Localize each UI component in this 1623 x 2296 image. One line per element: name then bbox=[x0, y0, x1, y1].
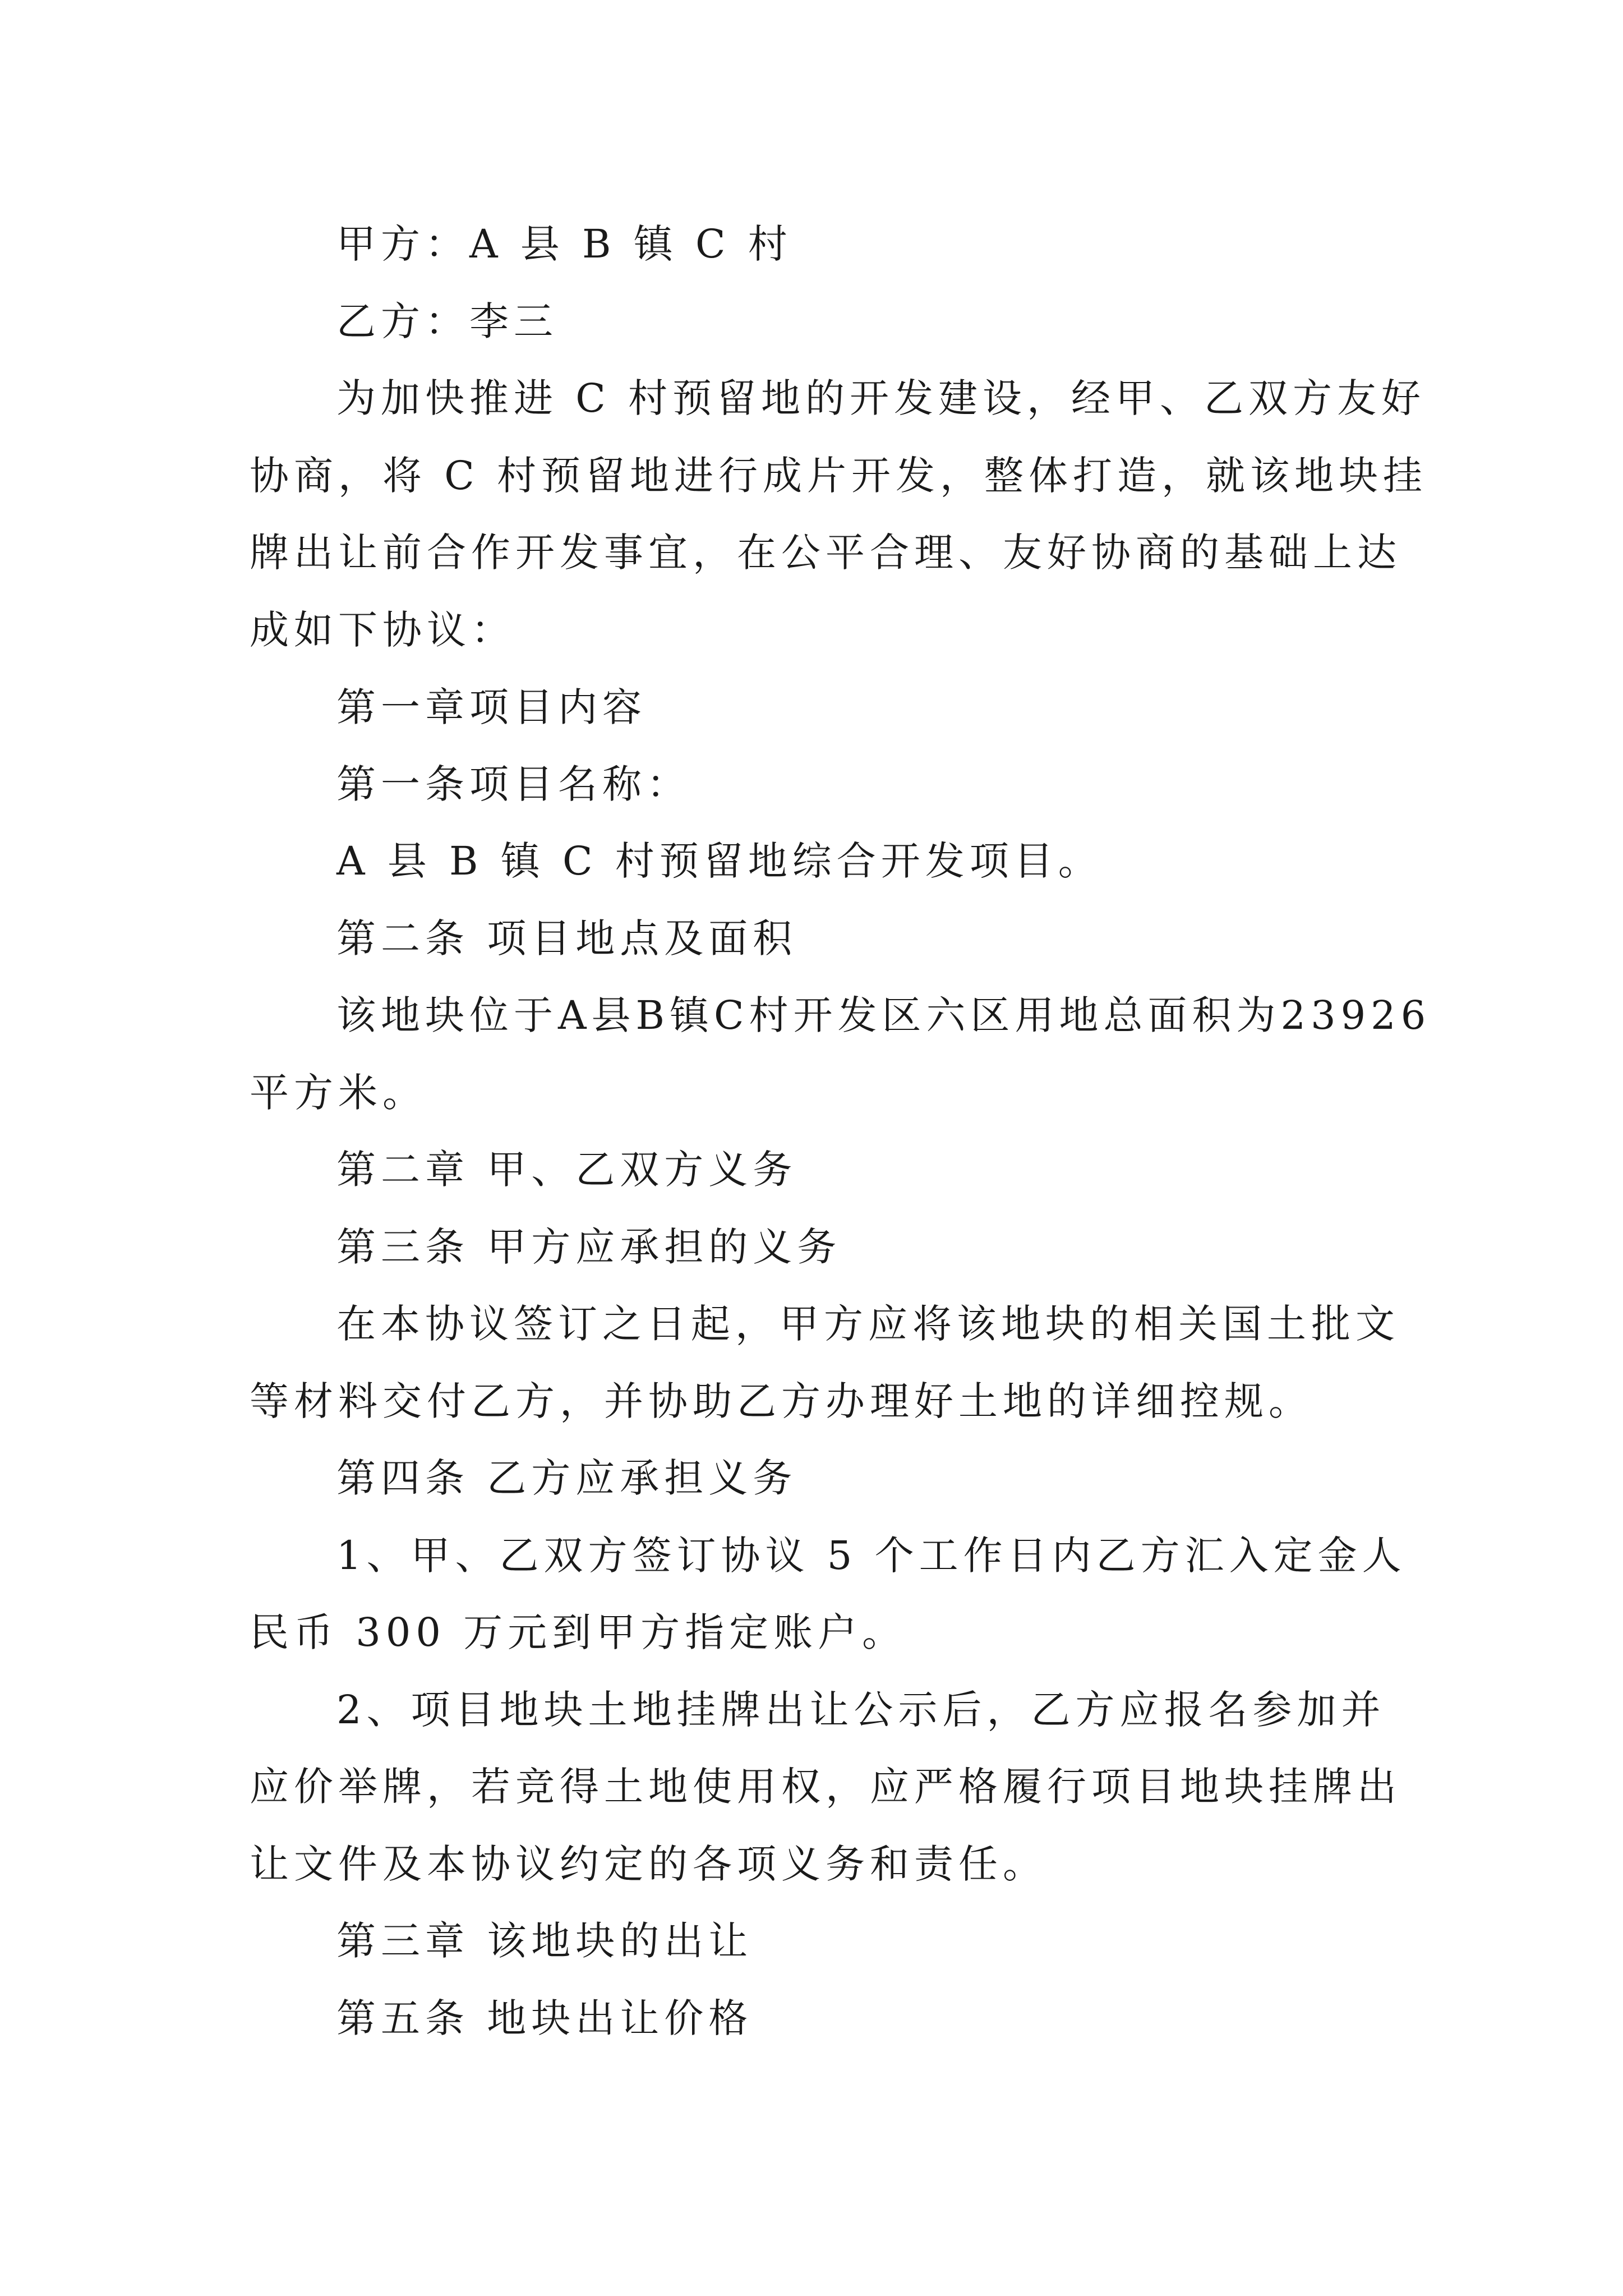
chapter-heading: 第一章项目内容 bbox=[336, 684, 647, 730]
article-body: A 县 B 镇 C 村预留地综合开发项目。 bbox=[336, 838, 1103, 884]
chapter-heading: 第二章 甲、乙双方义务 bbox=[336, 1147, 797, 1193]
article-body: 让文件及本协议约定的各项义务和责任。 bbox=[250, 1841, 1047, 1887]
article-heading: 第二条 项目地点及面积 bbox=[336, 915, 797, 961]
preamble-line: 牌出让前合作开发事宜，在公平合理、友好协商的基础上达 bbox=[250, 530, 1401, 576]
article-body: 等材料交付乙方，并协助乙方办理好土地的详细控规。 bbox=[250, 1378, 1313, 1424]
article-body: 该地块位于A县B镇C村开发区六区用地总面积为23926 bbox=[336, 992, 1431, 1038]
article-heading: 第四条 乙方应承担义务 bbox=[336, 1455, 797, 1501]
article-body: 2、项目地块土地挂牌出让公示后，乙方应报名参加并 bbox=[336, 1687, 1386, 1733]
article-heading: 第五条 地块出让价格 bbox=[336, 1995, 753, 2041]
article-body: 民币 300 万元到甲方指定账户。 bbox=[250, 1609, 907, 1655]
preamble-line: 成如下协议： bbox=[250, 607, 515, 653]
article-body: 在本协议签订之日起，甲方应将该地块的相关国土批文 bbox=[336, 1301, 1400, 1347]
article-heading: 第三条 甲方应承担的义务 bbox=[336, 1224, 842, 1270]
article-heading: 第一条项目名称： bbox=[336, 761, 691, 807]
article-body: 1、甲、乙双方签订协议 5 个工作日内乙方汇入定金人 bbox=[336, 1533, 1407, 1579]
preamble-line: 协商，将 C 村预留地进行成片开发，整体打造，就该地块挂 bbox=[250, 453, 1428, 499]
chapter-heading: 第三章 该地块的出让 bbox=[336, 1918, 753, 1964]
party-a: 甲方：A 县 B 镇 C 村 bbox=[336, 221, 792, 267]
preamble-line: 为加快推进 C 村预留地的开发建设，经甲、乙双方友好 bbox=[336, 375, 1426, 421]
article-body: 应价举牌，若竞得土地使用权，应严格履行项目地块挂牌出 bbox=[250, 1764, 1401, 1810]
party-b: 乙方：李三 bbox=[336, 298, 558, 344]
article-body: 平方米。 bbox=[250, 1070, 427, 1116]
